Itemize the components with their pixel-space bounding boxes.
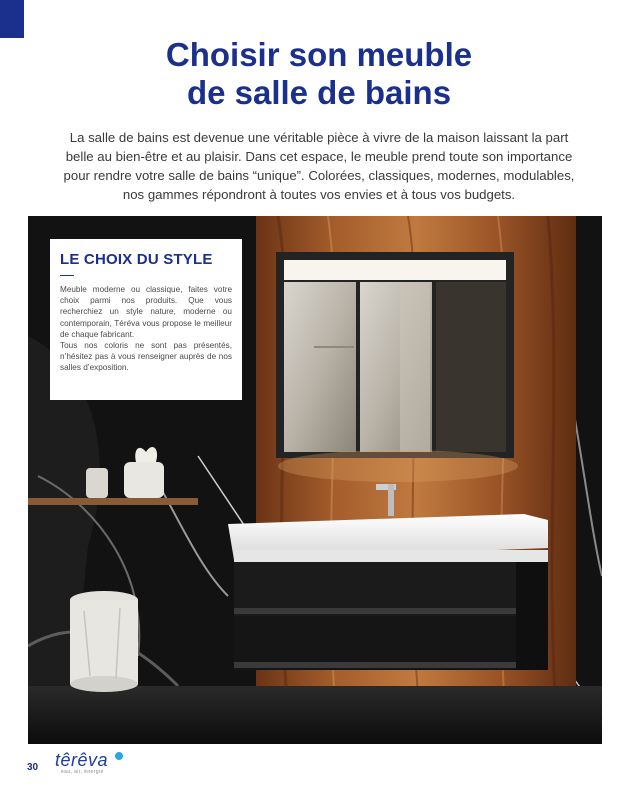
logo-wordmark: têrêva xyxy=(55,750,109,770)
tereva-logo xyxy=(55,750,125,778)
style-card-rule xyxy=(60,275,74,276)
page-title xyxy=(0,36,638,112)
page-number: 30 xyxy=(27,762,39,773)
title-line-1: Choisir son meuble xyxy=(165,36,473,73)
intro-line-2: belle au bien-être et au plaisir. Dans cet espace, le meuble prend toute son importance xyxy=(65,149,573,164)
intro-line-1: La salle de bains est devenue une véritable pièce à vivre de la maison laissant la part xyxy=(69,130,569,145)
style-info-card xyxy=(50,239,242,400)
intro-line-3: pour rendre votre salle de bains “unique”. Colorées, classiques, modernes, modulables, xyxy=(63,168,575,183)
logo-dot-icon xyxy=(115,752,123,760)
intro-line-4: nos gammes répondront à toutes vos envies et à tous vos budgets. xyxy=(122,187,516,202)
title-line-2: de salle de bains xyxy=(186,74,452,111)
style-card-paragraph-2: Tous nos coloris ne sont pas présentés, n’hésitez pas à vous renseigner auprès de nos salles d’exposition. xyxy=(60,341,232,373)
style-card-heading: LE CHOIX DU STYLE xyxy=(60,251,213,268)
corner-tab xyxy=(0,0,24,38)
logo-tagline: eau, air, énergie xyxy=(61,769,104,775)
intro-paragraph xyxy=(56,128,582,204)
style-card-paragraph-1: Meuble moderne ou classique, faites votre choix parmi nos produits. Que vous recherchiez un style nature, moderne ou contemporain, Téréva vous propose le meilleur de chaque fabricant. xyxy=(60,285,232,339)
